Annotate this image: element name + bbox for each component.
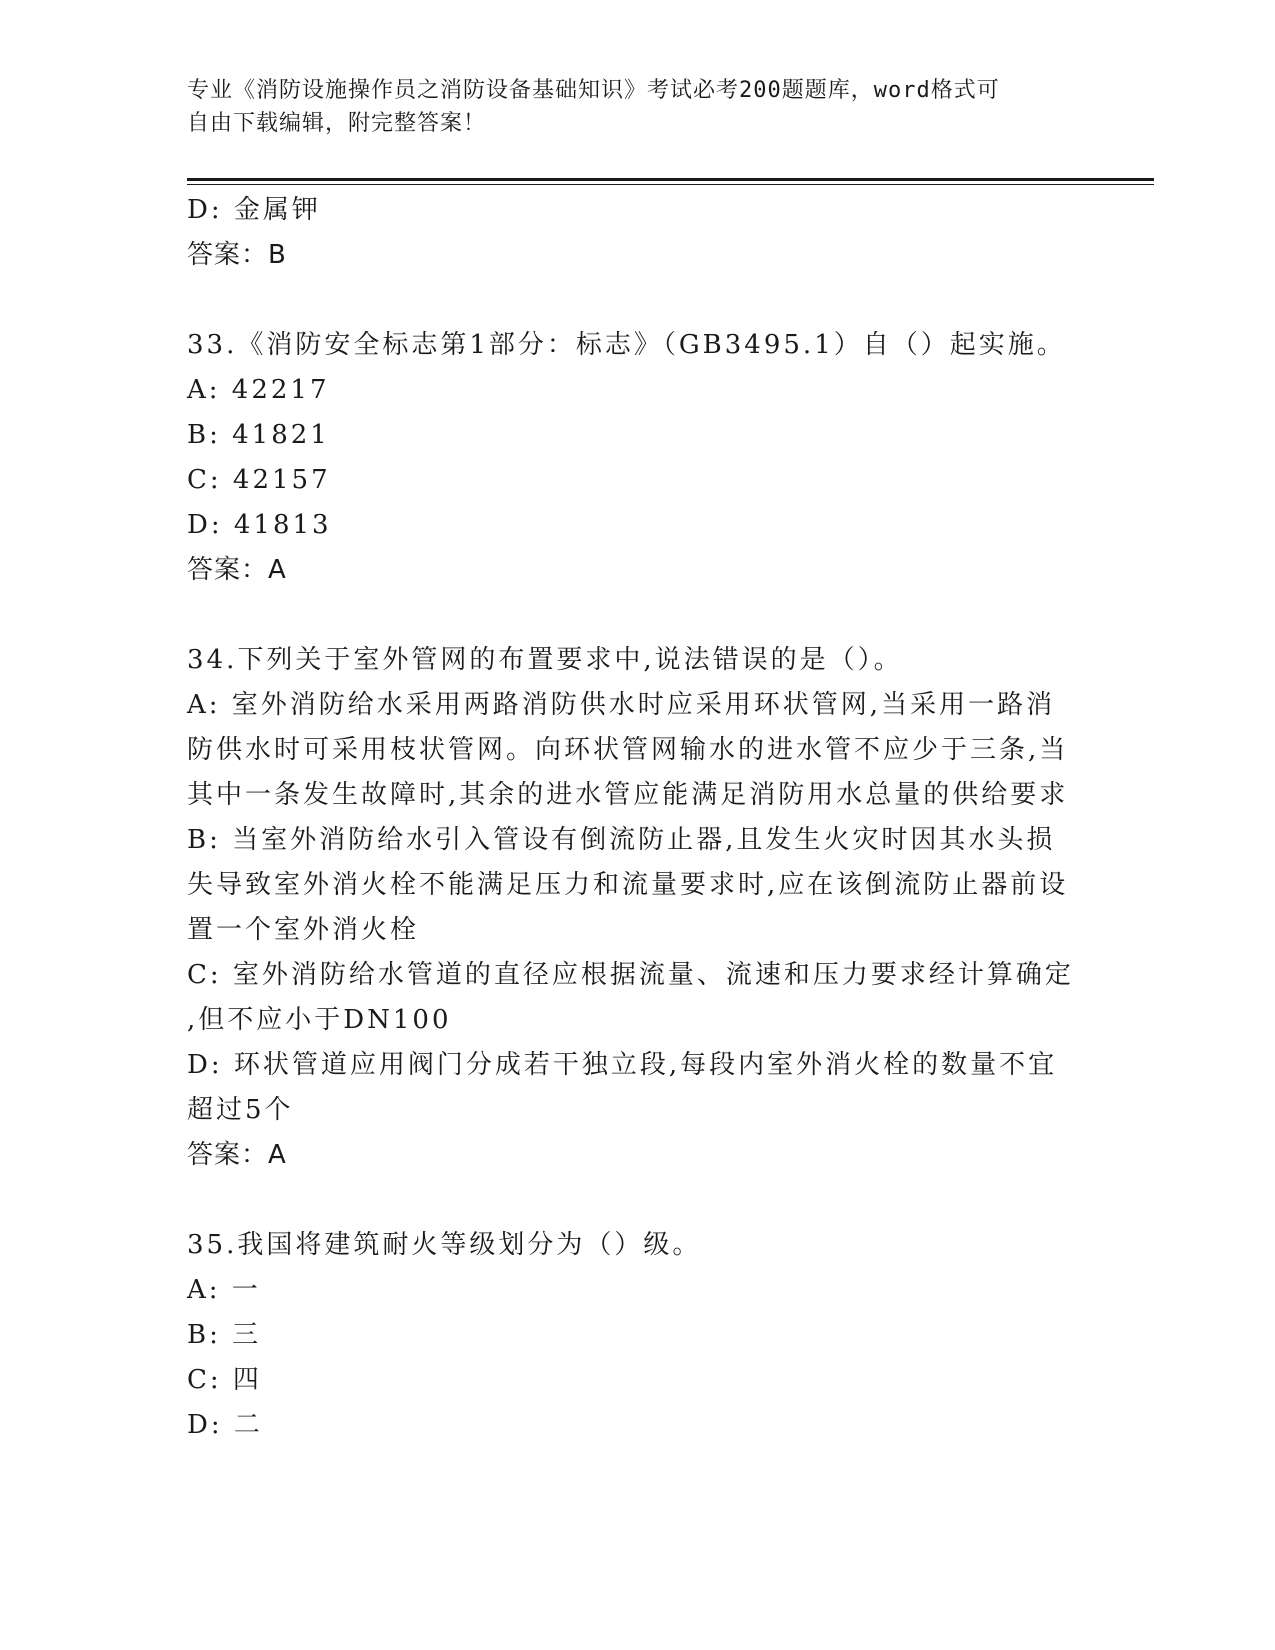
option-b-line-1: B: 当室外消防给水引入管设有倒流防止器,且发生火灾时因其水头损	[187, 825, 1056, 855]
question-text: 34.下列关于室外管网的布置要求中,说法错误的是（）。	[187, 645, 903, 675]
spacer	[187, 278, 1077, 323]
question-block-34	[187, 638, 1077, 1178]
option-a: A: 42217	[187, 375, 330, 405]
header-divider-thin	[187, 184, 1154, 185]
answer-label: 答案：A	[187, 1140, 287, 1170]
option-d: D: 金属钾	[187, 195, 321, 225]
question-text: 33.《消防安全标志第1部分：标志》（GB3495.1）自（）起实施。	[187, 330, 1066, 360]
question-block-35	[187, 1223, 1077, 1448]
option-a-line-2: 防供水时可采用枝状管网。向环状管网输水的进水管不应少于三条,当	[187, 735, 1069, 765]
header-divider-thick	[187, 178, 1154, 181]
option-a-line-1: A: 室外消防给水采用两路消防供水时应采用环状管网,当采用一路消	[187, 690, 1056, 720]
option-a: A: 一	[187, 1275, 261, 1305]
option-d-line-1: D: 环状管道应用阀门分成若干独立段,每段内室外消火栓的数量不宜	[187, 1050, 1058, 1080]
option-d: D: 41813	[187, 510, 332, 540]
question-list	[187, 188, 1077, 1448]
answer-label: 答案：A	[187, 555, 287, 585]
question-block-prev	[187, 188, 1077, 278]
option-b-line-3: 置一个室外消火栓	[187, 915, 420, 945]
option-c: C: 42157	[187, 465, 331, 495]
document-header	[187, 74, 1067, 140]
spacer	[187, 593, 1077, 638]
option-a-line-3: 其中一条发生故障时,其余的进水管应能满足消防用水总量的供给要求	[187, 780, 1069, 810]
answer-label: 答案：B	[187, 240, 287, 270]
option-d-line-2: 超过5个	[187, 1095, 294, 1125]
option-b: B: 41821	[187, 420, 330, 450]
header-line-1: 专业《消防设施操作员之消防设备基础知识》考试必考200题题库，word格式可	[187, 78, 1000, 103]
option-b: B: 三	[187, 1320, 262, 1350]
question-text: 35.我国将建筑耐火等级划分为（）级。	[187, 1230, 702, 1260]
option-d: D: 二	[187, 1410, 263, 1440]
option-c-line-1: C: 室外消防给水管道的直径应根据流量、流速和压力要求经计算确定	[187, 960, 1074, 990]
option-c: C: 四	[187, 1365, 262, 1395]
option-c-line-2: ,但不应小于DN100	[187, 1005, 452, 1035]
header-line-2: 自由下载编辑，附完整答案！	[187, 111, 487, 136]
option-b-line-2: 失导致室外消火栓不能满足压力和流量要求时,应在该倒流防止器前设	[187, 870, 1069, 900]
question-block-33	[187, 323, 1077, 593]
spacer	[187, 1178, 1077, 1223]
